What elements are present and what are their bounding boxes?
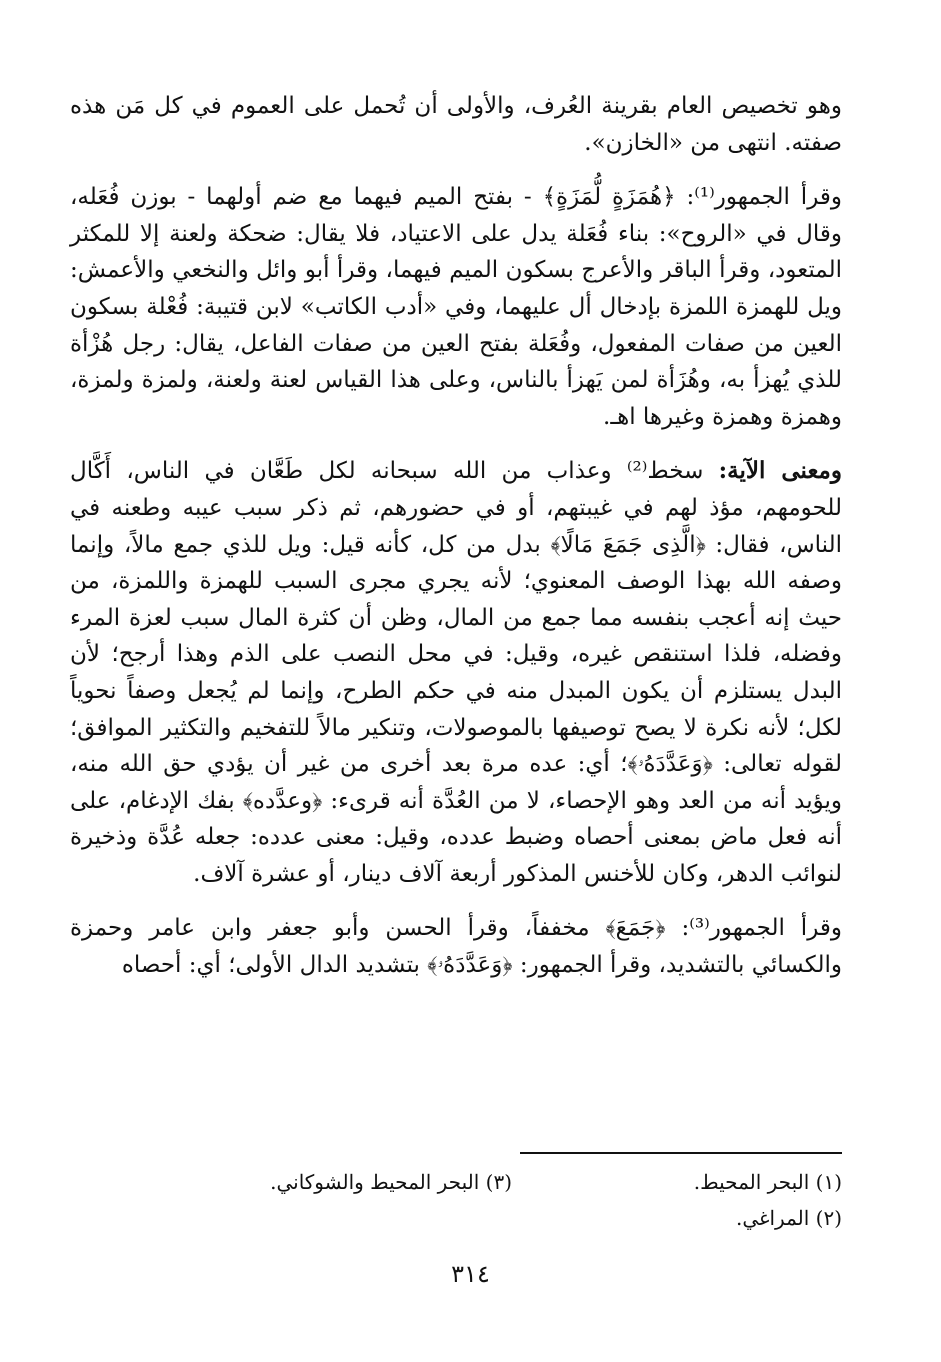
footnote-3: (٣) البحر المحيط والشوكاني. <box>270 1170 512 1194</box>
footnote-separator <box>520 1152 842 1154</box>
paragraph-text: سخط⁽²⁾ وعذاب من الله سبحانه لكل طَعَّان في الناس، أَكَّال للحومهم، مؤذ لهم في غيبتهم، أو في حضورهم، ثم ذكر سبب عيبه وطعنه في الناس، فقال: ﴿الَّذِى جَمَعَ مَالًا﴾ بدل من كل، كأنه قيل: ويل للذي جمع مالاً، وإنما وصفه الله بهذا الوصف المعنوي؛ لأنه يجري مجرى السبب للهمزة واللمزة، من حيث إنه أعجب بنفسه مما جمع من المال، وظن أن كثرة المال سبب لعزة المرء وفضله، فلذا استنقص غيره، وقيل: في محل النصب على الذم وهذا أرجح؛ لأن البدل يستلزم أن يكون المبدل منه في حكم الطرح، وإنما لم يُجعل وصفاً نحوياً لكل؛ لأنه نكرة لا يصح توصيفها بالموصولات، وتنكير مالاً للتفخيم والتكثير الموافق؛ لقوله تعالى: ﴿وَعَدَّدَهُۥ﴾؛ أي: عده مرة بعد أخرى من غير أن يؤدي حق الله منه، ويؤيد أنه من العد وهو الإحصاء، لا من العُدَّة أنه قرىء: ﴿وعدَّده﴾ بفك الإدغام، على أنه فعل ماض بمعنى أحصاه وضبط عدده، وقيل: معنى عدده: جعله عُدَّة وذخيرة لنوائب الدهر، وكان للأخنس المذكور أربعة آلاف دينار، أو عشرة آلاف. <box>70 458 842 887</box>
page-body <box>70 88 842 1002</box>
footnote-1: (١) البحر المحيط. <box>693 1170 842 1194</box>
paragraph-2 <box>70 179 842 435</box>
page-number: ٣١٤ <box>451 1260 490 1288</box>
paragraph-text: وهو تخصيص العام بقرينة العُرف، والأولى أن تُحمل على العموم في كل مَن هذه صفته. انتهى من «الخازن». <box>70 93 842 156</box>
footnote-row <box>100 1164 842 1200</box>
paragraph-3 <box>70 453 842 892</box>
footnotes <box>100 1164 842 1236</box>
paragraph-text: وقرأ الجمهور⁽¹⁾: ﴿هُمَزَةٍ لُّمَزَةٍ﴾ - بفتح الميم فيهما مع ضم أولهما - بوزن فُعَله، وقال في «الروح»: بناء فُعَلة يدل على الاعتياد، فلا يقال: ضحكة ولعنة إلا للمكثر المتعود، وقرأ الباقر والأعرج بسكون الميم فيهما، وقرأ أبو وائل والنخعي والأعمش: ويل للهمزة اللمزة بإدخال أل عليهما، وفي «أدب الكاتب» لابن قتيبة: فُعْلة بسكون العين من صفات المفعول، وفُعَلة بفتح العين من صفات الفاعل، يقال: رجل هُزْأة للذي يُهزأ به، وهُزَأة لمن يَهزأ بالناس، وعلى هذا القياس لعنة ولعنة، ولمزة ولمزة، وهمزة وهمزة وغيرها اهـ. <box>70 184 842 430</box>
paragraph-1 <box>70 88 842 161</box>
footnote-row <box>100 1200 842 1236</box>
footnote-2: (٢) المراغي. <box>735 1206 842 1230</box>
paragraph-lead: ومعنى الآية: <box>718 457 842 485</box>
paragraph-4 <box>70 910 842 983</box>
paragraph-text: وقرأ الجمهور⁽³⁾: ﴿جَمَعَ﴾ مخففاً، وقرأ الحسن وأبو جعفر وابن عامر وحمزة والكسائي بالتشديد، وقرأ الجمهور: ﴿وَعَدَّدَهُۥ﴾ بتشديد الدال الأولى؛ أي: أحصاه <box>70 915 842 979</box>
